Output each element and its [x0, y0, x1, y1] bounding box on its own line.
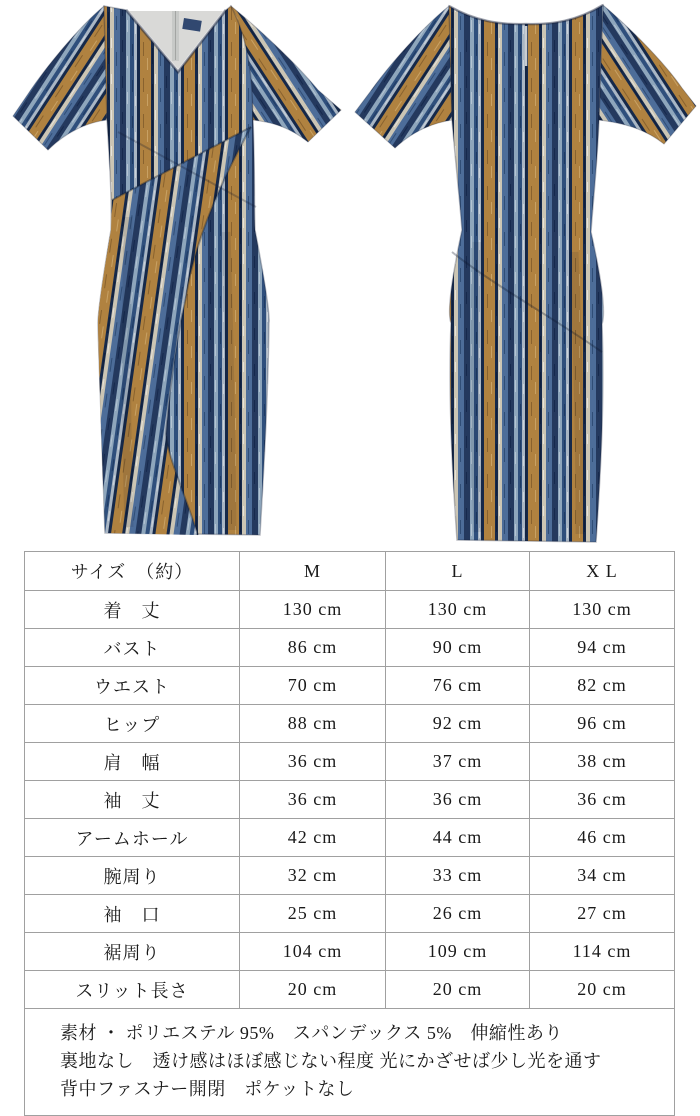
measurement-value: 46 cm [530, 819, 675, 857]
table-row [25, 705, 675, 743]
front-fold-shadow [127, 217, 129, 527]
measurement-label: 着 丈 [25, 591, 240, 629]
measurement-label: バスト [25, 629, 240, 667]
measurement-value: 76 cm [386, 667, 530, 705]
table-row [25, 857, 675, 895]
measurement-value: 36 cm [530, 781, 675, 819]
table-row [25, 591, 675, 629]
table-row [25, 819, 675, 857]
size-col-l: L [386, 552, 530, 591]
measurement-value: 20 cm [530, 971, 675, 1009]
material-notes-row [25, 1009, 675, 1116]
measurement-value: 42 cm [240, 819, 386, 857]
measurement-value: 27 cm [530, 895, 675, 933]
note-material: 素材 ・ ポリエステル 95% スパンデックス 5% 伸縮性あり [60, 1023, 563, 1043]
measurement-value: 109 cm [386, 933, 530, 971]
measurement-value: 36 cm [386, 781, 530, 819]
measurement-value: 34 cm [530, 857, 675, 895]
measurement-value: 86 cm [240, 629, 386, 667]
measurement-value: 94 cm [530, 629, 675, 667]
measurement-label: ウエスト [25, 667, 240, 705]
table-row [25, 781, 675, 819]
measurement-value: 26 cm [386, 895, 530, 933]
measurement-label: 袖 丈 [25, 781, 240, 819]
measurement-value: 25 cm [240, 895, 386, 933]
front-left-sleeve [13, 6, 107, 150]
measurement-value: 82 cm [530, 667, 675, 705]
measurement-value: 114 cm [530, 933, 675, 971]
measurement-value: 44 cm [386, 819, 530, 857]
size-col-xl: X L [530, 552, 675, 591]
dress-front-photo [13, 6, 341, 535]
size-table [24, 551, 675, 1116]
back-left-sleeve [355, 6, 452, 148]
measurement-value: 70 cm [240, 667, 386, 705]
measurement-value: 37 cm [386, 743, 530, 781]
measurement-value: 36 cm [240, 743, 386, 781]
measurement-value: 38 cm [530, 743, 675, 781]
measurement-label: アームホール [25, 819, 240, 857]
measurement-value: 32 cm [240, 857, 386, 895]
measurement-value: 90 cm [386, 629, 530, 667]
measurement-label: スリット長さ [25, 971, 240, 1009]
table-row [25, 895, 675, 933]
measurement-value: 88 cm [240, 705, 386, 743]
measurement-value: 130 cm [530, 591, 675, 629]
size-col-m: M [240, 552, 386, 591]
table-row [25, 629, 675, 667]
product-photos [0, 0, 700, 548]
measurement-value: 104 cm [240, 933, 386, 971]
table-row [25, 667, 675, 705]
back-right-sleeve [599, 5, 696, 144]
measurement-label: 袖 口 [25, 895, 240, 933]
measurement-label: 肩 幅 [25, 743, 240, 781]
measurement-value: 130 cm [240, 591, 386, 629]
measurement-value: 92 cm [386, 705, 530, 743]
measurement-label: 裾周り [25, 933, 240, 971]
table-row [25, 743, 675, 781]
measurement-value: 96 cm [530, 705, 675, 743]
size-header-label: サイズ （約） [25, 552, 240, 591]
table-row [25, 971, 675, 1009]
note-lining: 裏地なし 透け感はほぼ感じない程度 光にかざせば少し光を通す [60, 1051, 602, 1071]
measurement-value: 33 cm [386, 857, 530, 895]
measurement-label: 腕周り [25, 857, 240, 895]
back-fold-shadow [475, 242, 478, 532]
size-table-header-row [25, 552, 675, 591]
measurement-value: 130 cm [386, 591, 530, 629]
measurement-value: 36 cm [240, 781, 386, 819]
measurement-value: 20 cm [386, 971, 530, 1009]
material-notes [25, 1009, 675, 1116]
measurement-value: 20 cm [240, 971, 386, 1009]
table-row [25, 933, 675, 971]
measurement-label: ヒップ [25, 705, 240, 743]
note-fastener: 背中ファスナー開閉 ポケットなし [60, 1079, 355, 1099]
dress-back-photo [355, 5, 696, 542]
